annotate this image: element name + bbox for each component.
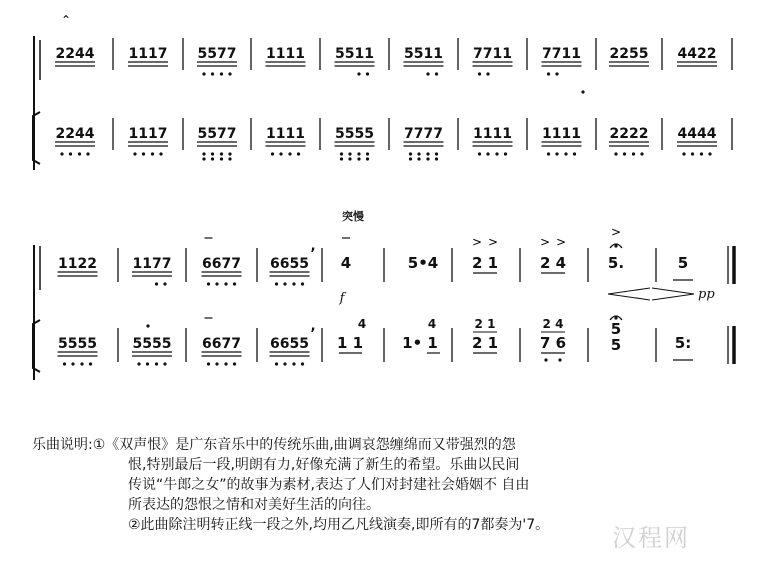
system1-bottom-low — [691, 152, 694, 155]
system1-corner-mark: ⌃ — [60, 13, 72, 27]
system2-bottom-low — [163, 362, 166, 365]
system1-bottom-measure: 4444 — [677, 126, 717, 142]
system2-top-low — [215, 282, 218, 285]
system1-bottom-low2 — [348, 157, 351, 160]
system1-bottom-low — [547, 152, 550, 155]
system1-bottom-measure: 1111 — [266, 126, 305, 142]
system2-bottom-low — [146, 362, 149, 365]
system2-bottom-low — [80, 362, 83, 365]
system1-bottom-low — [614, 152, 617, 155]
system2-top-low — [224, 282, 227, 285]
system2-top-m7: 2 1 — [471, 254, 499, 272]
system1-bottom-low — [69, 152, 72, 155]
system2-cresc-lower — [608, 294, 650, 300]
system1-bottom-low — [142, 152, 145, 155]
system1-bottom-low2 — [426, 157, 429, 160]
system2-dynamic-pp: pp — [698, 287, 715, 302]
system1-bottom-measure: 1117 — [128, 126, 168, 142]
system1-top-measure: 4422 — [677, 46, 717, 62]
system2-accent: > — [539, 235, 551, 249]
system2-top-low — [163, 282, 166, 285]
system2-bottom-measure: 6677 — [202, 336, 241, 352]
system2-fermata-dot — [614, 244, 617, 247]
system1-top-low — [547, 72, 550, 75]
system2-bottom-low — [155, 362, 158, 365]
system1-bottom-low — [297, 152, 300, 155]
system2-top-m6: 5•4 — [407, 254, 439, 272]
system1-bottom-low — [623, 152, 626, 155]
system1-top-measure: 7711 — [542, 46, 581, 62]
system1-top-measure: 1111 — [266, 46, 305, 62]
system2-top-measure: 6655 — [270, 256, 309, 272]
system1-bottom-low2 — [417, 157, 420, 160]
system1-top-low — [228, 72, 231, 75]
system1-bottom-low — [682, 152, 685, 155]
system2-bottom-low — [63, 362, 66, 365]
system1-bottom-measure: 2222 — [609, 126, 649, 142]
music-notes — [32, 435, 762, 535]
system1-bottom-low — [271, 152, 274, 155]
system2-accent: > — [487, 235, 499, 249]
system2-bottom-high — [146, 324, 149, 327]
system2-dim-lower — [652, 294, 694, 300]
system1-top-low — [478, 72, 481, 75]
system2-breath-top: ’ — [310, 246, 316, 262]
system2-bottom-low — [224, 362, 227, 365]
system1-bottom-low — [708, 152, 711, 155]
system2-top-measure: 1177 — [132, 256, 172, 272]
system1-bottom-low2 — [211, 157, 214, 160]
system1-bottom-low — [133, 152, 136, 155]
system1-top-measure: 5511 — [404, 46, 443, 62]
system1-bottom-low2 — [220, 157, 223, 160]
system2-accent: > — [471, 235, 483, 249]
system1-top-measure: 5511 — [335, 46, 374, 62]
system1-bottom-low2 — [366, 157, 369, 160]
system2-bottom-m8-lower: 7 6 — [539, 334, 567, 352]
system1-bottom-low — [86, 152, 89, 155]
system1-top-measure: 2244 — [55, 46, 95, 62]
system2-bottom-low — [137, 362, 140, 365]
system1-bottom-low — [435, 152, 438, 155]
system1-bottom-low — [340, 152, 343, 155]
system1-bottom-low — [159, 152, 162, 155]
system1-bottom-low — [348, 152, 351, 155]
system2-bottom-m5-upper: 4 — [357, 317, 367, 331]
system2-bottom-m7-lower: 2 1 — [471, 334, 499, 352]
system1-top-low — [211, 72, 214, 75]
system2-top-m9: 5. — [607, 254, 625, 272]
system2-bottom-m6-upper: 4 — [427, 317, 437, 331]
system2-top-m5: 4 — [340, 254, 352, 272]
system1-bottom-low — [555, 152, 558, 155]
system1-bottom-low2 — [435, 157, 438, 160]
system1-top-low — [366, 72, 369, 75]
system2-accent: > — [555, 235, 567, 249]
system2-top-low — [283, 282, 286, 285]
system1-top-low — [357, 72, 360, 75]
system2-bottom-measure: 6655 — [270, 336, 309, 352]
notes-item1-line3: 传说“牛郎之女”的故事为素材,表达了人们对封建社会婚姻不 自由 — [128, 477, 530, 493]
system2-bottom-low — [301, 362, 304, 365]
system2-top-low — [233, 282, 236, 285]
system1-bottom-low — [60, 152, 63, 155]
system1-top-low — [435, 72, 438, 75]
system1-top-measure: 2255 — [609, 46, 649, 62]
system1-bottom-low — [417, 152, 420, 155]
notes-item1-first — [32, 435, 762, 455]
notes-item1-line2: 恨,特别最后一段,明朗有力,好像充满了新生的希望。乐曲以民间 — [128, 457, 520, 473]
system2-bottom-m8-upper: 2 4 — [542, 317, 564, 331]
system1-bottom-low — [228, 152, 231, 155]
system1-bottom-low — [366, 152, 369, 155]
system1-bottom-low — [78, 152, 81, 155]
score-system-2 — [33, 209, 734, 380]
system2-top-low — [207, 282, 210, 285]
system1-bottom-low — [357, 152, 360, 155]
system1-top-low — [555, 72, 558, 75]
system2-tempo-mark: 突慢 — [342, 210, 364, 223]
system1-bottom-low — [564, 152, 567, 155]
system2-bottom-low — [283, 362, 286, 365]
system2-bottom-m8-low — [558, 358, 561, 361]
system2-bottom-m6-lower: 1• 1 — [402, 334, 438, 352]
system1-bottom-low — [288, 152, 291, 155]
system1-bottom-low — [202, 152, 205, 155]
system1-bottom-low2 — [228, 157, 231, 160]
notes-item1-line4: 所表达的怨恨之情和对美好生活的向往。 — [128, 497, 380, 513]
system1-bottom-measure: 1111 — [473, 126, 512, 142]
system2-bottom-m8-low — [544, 358, 547, 361]
system2-bottom-m9-lower: 5 — [610, 336, 622, 354]
system2-bottom-measure: 5555 — [58, 336, 97, 352]
system1-bottom-low — [700, 152, 703, 155]
system2-top-m8: 2 4 — [539, 254, 567, 272]
system1-top-low — [202, 72, 205, 75]
system1-bottom-low — [426, 152, 429, 155]
system1-top-low — [486, 72, 489, 75]
system2-top-low — [292, 282, 295, 285]
system2-bottom-m5-lower: 1 1 — [336, 334, 364, 352]
system2-bottom-low — [292, 362, 295, 365]
system2-bottom-low — [71, 362, 74, 365]
system1-stray-dot — [581, 90, 584, 93]
system1-bottom-low2 — [409, 157, 412, 160]
system1-bottom-low — [486, 152, 489, 155]
system2-top-low — [301, 282, 304, 285]
system2-bottom-m7-upper: 2 1 — [474, 317, 496, 331]
system2-accent: > — [610, 225, 622, 239]
system2-top-low — [155, 282, 158, 285]
system1-bottom-measure: 7777 — [404, 126, 443, 142]
system1-bottom-low — [211, 152, 214, 155]
system1-bottom-measure: 2244 — [55, 126, 95, 142]
system2-bottom-low — [215, 362, 218, 365]
system1-top-measure: 1117 — [128, 46, 168, 62]
system1-top-measure: 7711 — [473, 46, 512, 62]
system2-top-m10: 5 — [677, 254, 689, 272]
score-system-1 — [33, 13, 732, 170]
system2-dim-upper — [652, 288, 694, 294]
system1-bottom-measure: 5577 — [197, 126, 237, 142]
system2-dynamic-forte: f — [339, 291, 345, 306]
system1-top-measure: 5577 — [197, 46, 237, 62]
system1-bottom-low — [409, 152, 412, 155]
system1-bottom-low — [151, 152, 154, 155]
system1-bottom-low2 — [202, 157, 205, 160]
system1-bottom-low — [220, 152, 223, 155]
system2-bottom-low — [89, 362, 92, 365]
system2-bottom-measure: 5555 — [132, 336, 172, 352]
notes-item1-line1: ①《双声恨》是广东音乐中的传统乐曲,曲调哀怨缠绵而又带强烈的怨 — [92, 437, 516, 453]
system1-bottom-low — [478, 152, 481, 155]
system1-bottom-low — [504, 152, 507, 155]
system2-cresc-upper — [608, 288, 650, 294]
system2-breath-bottom: ’ — [310, 326, 316, 342]
notes-item2: ②此曲除注明转正线一段之外,均用乙凡线演奏,即所有的7都奏为'7。 — [128, 517, 550, 533]
system1-bottom-low — [640, 152, 643, 155]
system1-bottom-low — [632, 152, 635, 155]
system2-top-measure: 6677 — [202, 256, 241, 272]
system1-top-low — [220, 72, 223, 75]
watermark-logo: 汉程网 — [612, 524, 690, 552]
system1-bottom-low — [495, 152, 498, 155]
system1-bottom-low2 — [357, 157, 360, 160]
system1-bottom-measure: 1111 — [542, 126, 581, 142]
system2-bottom-low — [207, 362, 210, 365]
system1-bottom-measure: 5555 — [335, 126, 374, 142]
system1-bottom-low2 — [340, 157, 343, 160]
system2-bottom-low — [233, 362, 236, 365]
system2-bottom-m10: 5: — [674, 334, 692, 352]
system2-top-low — [275, 282, 278, 285]
system1-bottom-low — [573, 152, 576, 155]
system2-top-measure: 1122 — [58, 256, 97, 272]
system2-bottom-low — [275, 362, 278, 365]
system2-bottom-m9-upper: 5 — [610, 320, 622, 338]
system1-top-low — [426, 72, 429, 75]
system1-bottom-low — [279, 152, 282, 155]
notes-label: 乐曲说明: — [32, 437, 93, 453]
